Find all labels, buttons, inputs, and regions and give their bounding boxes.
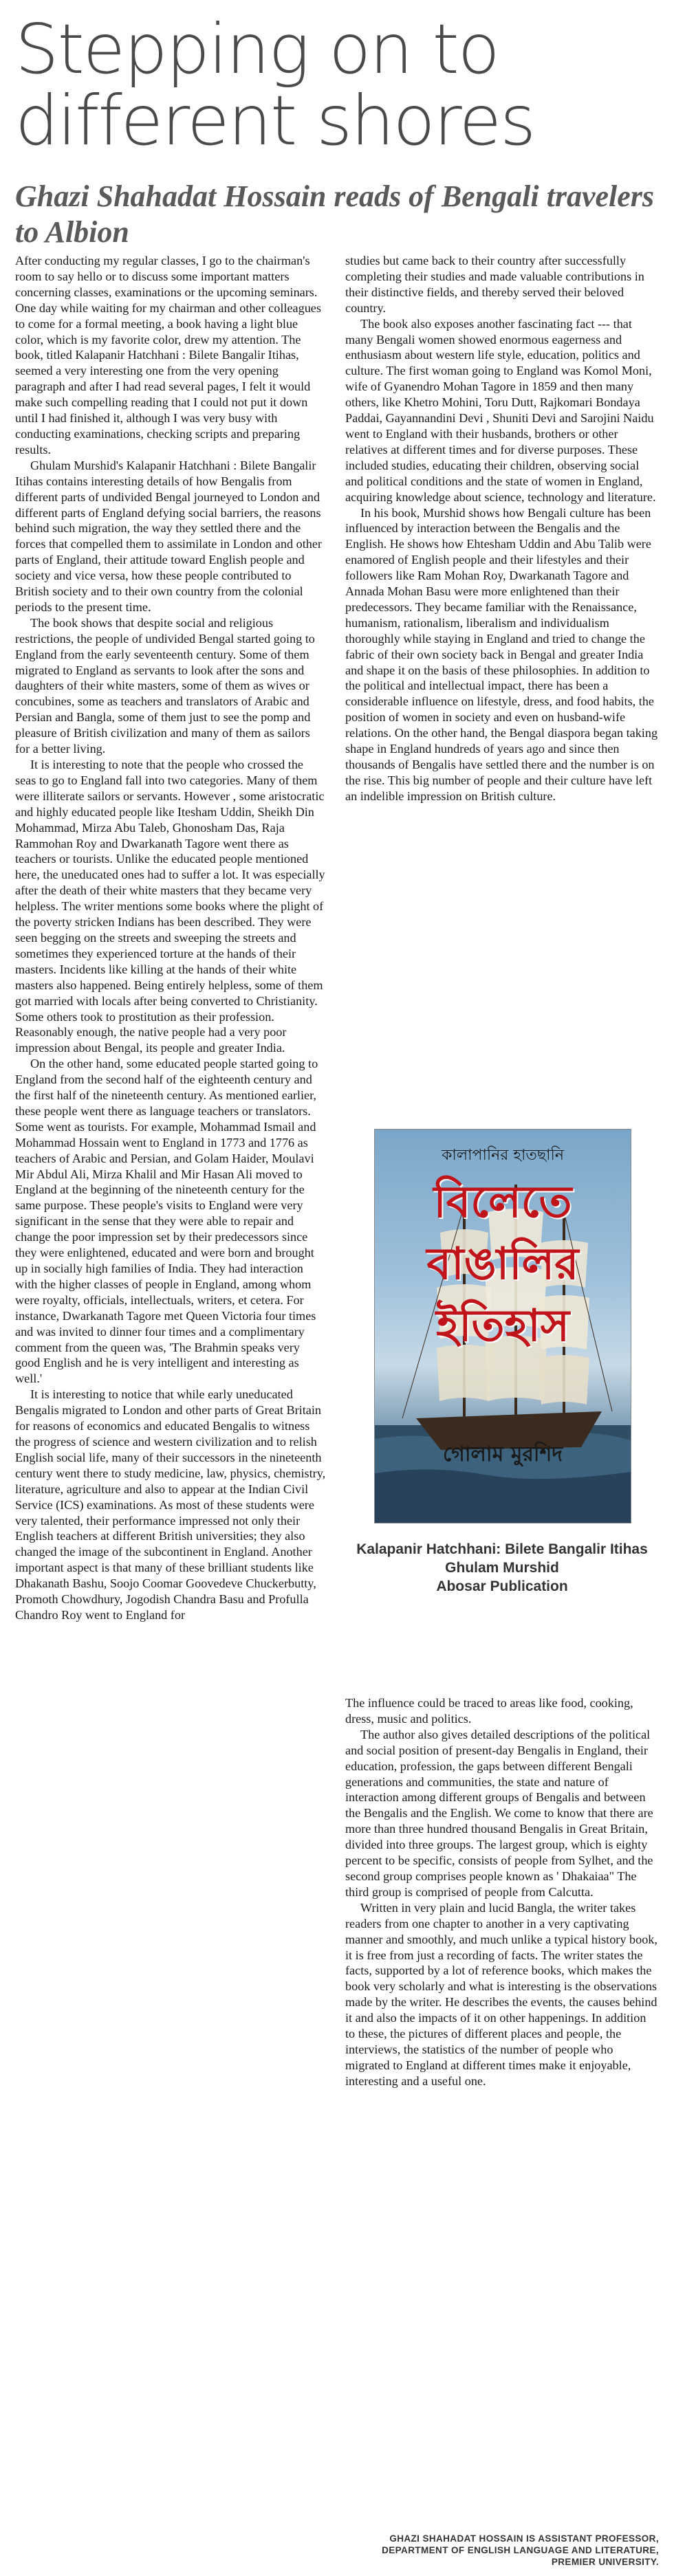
paragraph: studies but came back to their country after successfully completing their studies and made valuable contributions in their distinctive fields, and thereby served their beloved country.	[345, 254, 644, 315]
article-column-3	[345, 1695, 659, 2089]
paragraph: The influence could be traced to areas like food, cooking, dress, music and politics.	[345, 1696, 633, 1726]
caption-title: Kalapanir Hatchhani: Bilete Bangalir Itihas	[356, 1541, 648, 1557]
article-subhead: Ghazi Shahadat Hossain reads of Bengali travelers to Albion	[15, 179, 655, 249]
caption-publisher: Abosar Publication	[436, 1578, 568, 1594]
book-title-line: ইতিহাস	[435, 1301, 570, 1352]
book-cover-author: গোলাম মুরশিদ	[443, 1442, 563, 1466]
paragraph: The book also exposes another fascinating fact --- that many Bengali women showed enormous eagerness and enthusiasm about western life style, education, politics and culture. The first woman going to England was Komol Moni, wife of Gyanendro Mohan Tagore in 1859 and then many others, like Khetro Mohini, Toru Dutt, Rajkomari Bondaya Paddai, Gayannandini Devi , Shuniti Devi and Sarojini Naidu went to England with their husbands, brothers or other relatives at different times and for diverse purposes. These included studies, educating their children, observing social and political conditions and the state of women in England, acquiring knowledge about science, technology and literature.	[345, 316, 656, 504]
book-cover-image	[374, 1129, 631, 1523]
article-column-2	[345, 253, 659, 804]
paragraph: In his book, Murshid shows how Bengali culture has been influenced by interaction between the Bengalis and the English. He shows how Ehtesham Uddin and Abu Talib were enamored of English people and their lifestyles and their followers like Ram Mohan Roy, Dwarkanath Tagore and Annada Mohan Basu were more enlightened than their predecessors. They became familiar with the Renaissance, humanism, rationalism, liberalism and individualism thoroughly while staying in England and tried to change the fabric of their own society back in Bengal and greater India and shape it on the basis of these philosophies. In addition to the political and intellectual impact, there has been a considerable influence on lifestyle, dress, and food habits, the position of women in society and even on husband-wife relations. On the other hand, the Bengal diaspora began taking shape in England hundreds of years ago and since then thousands of Bengalis have settled there and the number is on the rise. This big number of people and their culture have left an indelible impression on British culture.	[345, 505, 658, 803]
article-headline: Stepping on to different shores	[15, 9, 535, 161]
author-byline: GHAZI SHAHADAT HOSSAIN IS ASSISTANT PROFESSOR, DEPARTMENT OF ENGLISH LANGUAGE AND LITERATURE, PREMIER UNIVERSITY.	[382, 2533, 659, 2567]
article-column-1	[15, 253, 326, 1623]
paragraph: Ghulam Murshid's Kalapanir Hatchhani : Bilete Bangalir Itihas contains interesting details of how Bengalis from different parts of undivided Bengal journeyed to London and different parts of England defying social barriers, the reasons behind such migration, the way they settled there and the forces that compelled them to assimilate in London and other parts of England, their attitude toward English people and society and vice versa, how these people contributed to British society and to their own country from the colonial periods to the present time.	[15, 458, 322, 614]
book-title-line: বাঙালির	[426, 1239, 579, 1290]
caption-author: Ghulam Murshid	[445, 1560, 559, 1576]
book-caption	[351, 1540, 653, 1596]
paragraph: It is interesting to notice that while early uneducated Bengalis migrated to London and other parts of Great Britain for reasons of economics and educated Bengalis to witness the progress of science and western civilization and to relish English social life, many of their successors in the nineteenth century went there to study medicine, law, physics, chemistry, literature, agriculture and also to appear at the Indian Civil Service (ICS) examinations. As most of these students were very talented, their performance impressed not only their English teachers at different British universities; they also changed the image of the subcontinent in England. Another important aspect is that many of these brilliant students like Dhakanath Bashu, Soojo Coomar Goovedeve Chuckerbutty, Promoth Chowdhury, Jogodish Chandra Basu and Profulla Chandro Roy went to England for	[15, 1387, 326, 1622]
paragraph: On the other hand, some educated people started going to England from the second half of the eighteenth century and the first half of the nineteenth century. As mentioned earlier, these people went there as language teachers or translators. Some went as tourists. For example, Mohammad Ismail and Mohammad Hossain went to England in 1773 and 1776 as teachers of Arabic and Persian, and Golam Haider, Moulavi Mir Abdul Ali, Mirza Khalil and Mir Hasan Ali moved to England at the beginning of the nineteenth century for the same purpose. These people's visits to England were very significant in the sense that they were able to repair and change the poor impression set by their predecessors since they were enlightened, educated and were born and brought up in socially high families of India. They had interaction with the higher classes of people in England, among whom were royalty, officials, intellectuals, writers, et cetera. For instance, Dwarkanath Tagore met Queen Victoria four times and was invited to dinner four times and a complimentary comment from the queen was, 'The Brahmin speaks very good English and he is very intelligent and interesting as well.'	[15, 1057, 318, 1386]
paragraph: After conducting my regular classes, I go to the chairman's room to say hello or to discuss some important matters concerning classes, examinations or the upcoming seminars. One day while waiting for my chairman and other colleagues to come for a formal meeting, a book having a light blue color, which is my favorite color, drew my attention. The book, titled Kalapanir Hatchhani : Bilete Bangalir Itihas, seemed a very interesting one from the very opening paragraph and after I had read several pages, I felt it would make such compelling reading that I could not put it down until I had finished it, although I was very busy with conducting examinations, checking scripts and preparing results.	[15, 254, 321, 456]
paragraph: The author also gives detailed descriptions of the political and social position of present-day Bengalis in England, their education, profession, the gaps between different Bengali generations and communities, the state and nature of interaction among different groups of Bengalis and between the Bengalis and the English. We come to know that there are more than three hundred thousand Bengalis in Great Britain, divided into three groups. The largest group, which is eighty percent to be specific, consists of people from Sylhet, and the second group comprises people known as ' Dhakaiaa" The third group is comprised of people from Calcutta.	[345, 1727, 653, 1899]
paragraph: Written in very plain and lucid Bangla, the writer takes readers from one chapter to another in a very captivating manner and smoothly, and much unlike a typical history book, it is free from just a recording of facts. The writer states the facts, supported by a lot of reference books, which makes the book very scholarly and what is interesting is the observations made by the writer. He describes the events, the causes behind it and also the impacts of it on other happenings. In addition to these, the pictures of different places and people, the interviews, the statistics of the number of people who migrated to England at different times make it enjoyable, interesting and a useful one.	[345, 1900, 657, 2088]
paragraph: It is interesting to note that the people who crossed the seas to go to England fall into two categories. Many of them were illiterate sailors or servants. However , some aristocratic and highly educated people like Itesham Uddin, Sheikh Din Mohammad, Mirza Abu Taleb, Ghonosham Das, Raja Rammohan Roy and Dwarkanath Tagore went there as teachers or tourists. Unlike the educated people mentioned here, the uneducated ones had to suffer a lot. It was especially after the death of their white masters that they became very helpless. The writer mentions some books where the plight of the poverty stricken Indians has been described. They were seen begging on the streets and sweeping the streets and sometimes they experienced torture at the hands of their masters. Incidents like killing at the hands of their white masters also happened. Being entirely helpless, some of them got married with locals after being converted to Christianity. Some others took to prostitution as their profession. Reasonably enough, the native people had a very poor impression about Bengal, its people and greater India.	[15, 758, 325, 1055]
paragraph: The book shows that despite social and religious restrictions, the people of undivided Bengal started going to England from the early seventeenth century. Some of them migrated to England as servants to look after the sons and daughters of their white masters, some of them as wives or concubines, some as teachers and translators of Arabic and Persian and Bangla, some of them just to see the pomp and pleasure of British civilization and many of them as sailors for a better living.	[15, 615, 315, 756]
book-series-title: কালাপানির হাতছানি	[442, 1147, 564, 1164]
book-title-line: বিলেতে	[433, 1177, 572, 1228]
